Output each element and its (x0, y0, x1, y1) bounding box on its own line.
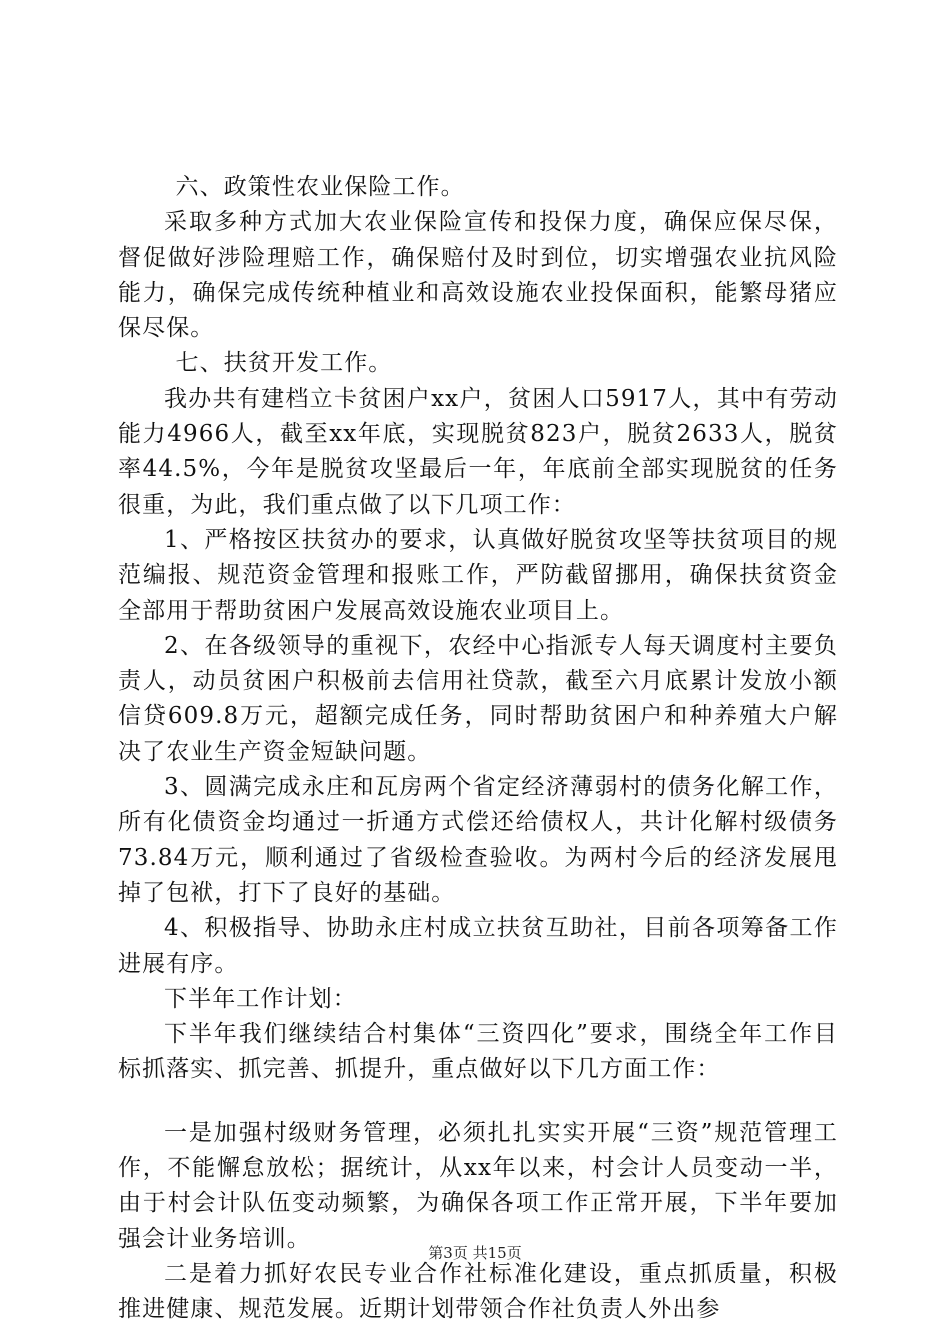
section-heading-policy-insurance: 六、政策性农业保险工作。 (175, 174, 465, 200)
paragraph-plan-point-2: 二是着力抓好农民专业合作社标准化建设，重点抓质量，积极推进健康、规范发展。近期计划带领合作社负责人外出参 (118, 1260, 838, 1323)
paragraph-item-1: 1、严格按区扶贫办的要求，认真做好脱贫攻坚等扶贫项目的规范编报、规范资金管理和报账工作，严防截留挪用，确保扶贫资金全部用于帮助贫困户发展高效设施农业项目上。 (118, 526, 838, 624)
section-heading-poverty-alleviation: 七、扶贫开发工作。 (175, 350, 393, 377)
paragraph-item-3: 3、圆满完成永庄和瓦房两个省定经济薄弱村的债务化解工作，所有化债资金均通过一折通方式偿还给债权人，共计化解村级债务73.84万元，顺利通过了省级检查验收。为两村今后的经济发展甩掉了包袱，打下了良好的基础。 (118, 774, 838, 906)
section-heading-second-half-plan: 下半年工作计划： (164, 985, 357, 1012)
paragraph-plan-point-1: 一是加强村级财务管理，必须扎扎实实开展“三资”规范管理工作，不能懈怠放松；据统计，从xx年以来，村会计人员变动一半，由于村会计队伍变动频繁，为确保各项工作正常开展，下半年要加强会计业务培训。 (118, 1119, 838, 1252)
paragraph-plan-intro: 下半年我们继续结合村集体“三资四化”要求，围绕全年工作目标抓落实、抓完善、抓提升，重点做好以下几方面工作： (118, 1021, 838, 1083)
document-body (118, 170, 838, 1328)
paragraph-item-2: 2、在各级领导的重视下，农经中心指派专人每天调度村主要负责人，动员贫困户积极前去信用社贷款，截至六月底累计发放小额信贷609.8万元，超额完成任务，同时帮助贫困户和种养殖大户解决了农业生产资金短缺问题。 (118, 632, 838, 765)
paragraph-poverty-overview: 我办共有建档立卡贫困户xx户，贫困人口5917人，其中有劳动能力4966人，截至xx年底，实现脱贫823户，脱贫2633人，脱贫率44.5%，今年是脱贫攻坚最后一年，年底前全部实现脱贫的任务很重，为此，我们重点做了以下几项工作： (118, 385, 838, 518)
paragraph-spacer (118, 1088, 838, 1116)
paragraph-item-4: 4、积极指导、协助永庄村成立扶贫互助社，目前各项筹备工作进展有序。 (118, 915, 838, 977)
page-number-footer: 第3页 共15页 (428, 1244, 522, 1262)
paragraph-insurance-body: 采取多种方式加大农业保险宣传和投保力度，确保应保尽保，督促做好涉险理赔工作，确保赔付及时到位，切实增强农业抗风险能力，确保完成传统种植业和高效设施农业投保面积，能繁母猪应保尽保。 (118, 209, 838, 342)
